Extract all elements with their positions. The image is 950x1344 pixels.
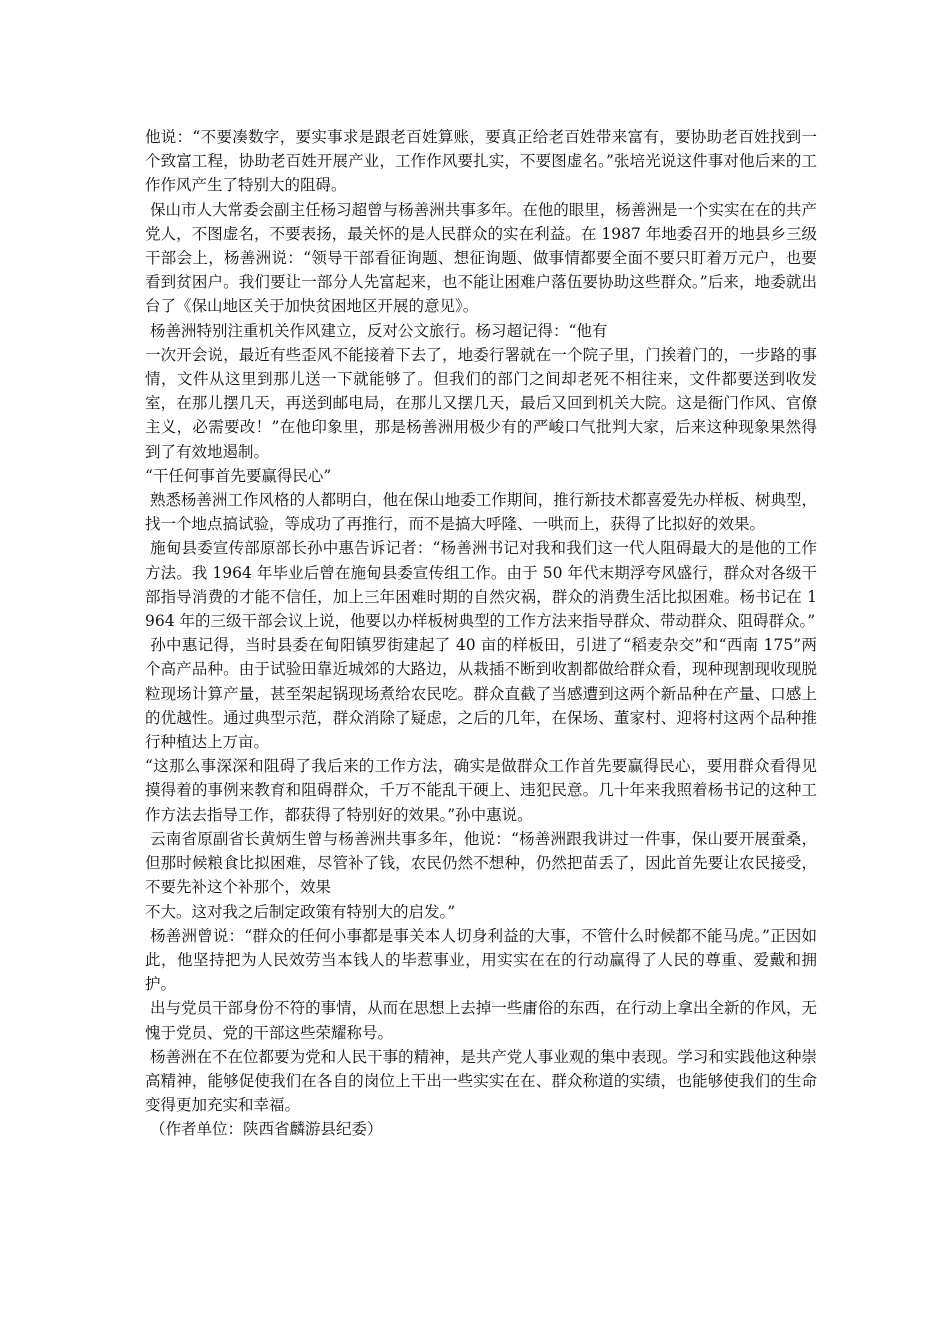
paragraph-1: 他说：“不要凑数字，要实事求是跟老百姓算账，要真正给老百姓带来富有，要协助老百姓找到一个致富工程，协助老百姓开展产业，工作作风要扎实，不要图虚名。”张培光说这件事对他后来的工作作风产生了特别大的阻碍。 (145, 128, 817, 195)
section-heading: “干任何事首先要赢得民心” (145, 466, 332, 485)
paragraph-7: 施甸县委宣传部原部长孙中惠告诉记者：“杨善洲书记对我和我们这一代人阻碍最大的是他的工作方法。我 1964 年毕业后曾在施甸县委宣传组工作。由于 50 年代末期浮夸风盛行，群众对各级干部指导消费的才能不信任，加上三年困难时期的自然灾祸，群众的消费生活比拟困难。杨书记在 1964 年的三级干部会议上说，他要以办样板树典型的工作方法来指导群众、带动群众、阻碍群众。” (145, 539, 817, 631)
paragraph-14: 杨善洲在不在位都要为党和人民干事的精神，是共产党人事业观的集中表现。学习和实践他这种崇高精神，能够促使我们在各自的岗位上干出一些实实在在、群众称道的实绩，也能够使我们的生命变得更加充实和幸福。 (145, 1047, 817, 1115)
paragraph-10: 云南省原副省长黄炳生曾与杨善洲共事多年，他说：“杨善洲跟我讲过一件事，保山要开展蚕桑，但那时候粮食比拟困难，尽管补了钱，农民仍然不想种，仍然把苗丢了，因此首先要让农民接受，不要先补这个补那个，效果 (145, 829, 817, 897)
article-body (145, 125, 817, 1142)
paragraph-6: 熟悉杨善洲工作风格的人都明白，他在保山地委工作期间，推行新技术都喜爱先办样板、树典型，找一个地点搞试验，等成功了再推行，而不是搞大呼隆、一哄而上，获得了比拟好的效果。 (145, 491, 817, 534)
paragraph-4: 一次开会说，最近有些歪风不能接着下去了，地委行署就在一个院子里，门挨着门的，一步路的事情，文件从这里到那儿送一下就能够了。但我们的部门之间却老死不相往来，文件都要送到收发室，在那儿摆几天，再送到邮电局，在那儿又摆几天，最后又回到机关大院。这是衙门作风、官僚主义，必需要改！”在他印象里，那是杨善洲用极少有的严峻口气批判大家，后来这种现象果然得到了有效地遏制。 (145, 345, 817, 461)
paragraph-12: 杨善洲曾说：“群众的任何小事都是事关本人切身利益的大事，不管什么时候都不能马虎。”正因如此，他坚持把为人民效劳当本钱人的毕惹事业，用实实在在的行动赢得了人民的尊重、爱戴和拥护。 (145, 926, 817, 994)
author-affiliation: （作者单位：陕西省麟游县纪委） (145, 1120, 383, 1139)
paragraph-13: 出与党员干部身份不符的事情，从而在思想上去掉一些庸俗的东西，在行动上拿出全新的作风，无愧于党员、党的干部这些荣耀称号。 (145, 999, 817, 1042)
paragraph-8: 孙中惠记得，当时县委在甸阳镇罗街建起了 40 亩的样板田，引进了“稻麦杂交”和“西南 175”两个高产品种。由于试验田靠近城郊的大路边，从栽插不断到收割都做给群众看，现种现割现收现脱粒现场计算产量，甚至架起锅现场煮给农民吃。群众直截了当感遭到这两个新品种在产量、口感上的优越性。通过典型示范，群众消除了疑虑，之后的几年，在保场、董家村、迎将村这两个品种推行种植达上万亩。 (145, 636, 817, 752)
paragraph-2: 保山市人大常委会副主任杨习超曾与杨善洲共事多年。在他的眼里，杨善洲是一个实实在在的共产党人，不图虚名，不要表扬，最关怀的是人民群众的实在利益。在 1987 年地委召开的地县乡三级干部会上，杨善洲说：“领导干部看征询题、想征询题、做事情都要全面不要只盯着万元户，也要看到贫困户。我们要让一部分人先富起来，也不能让困难户落伍要协助这些群众。”后来，地委就出台了《保山地区关于加快贫困地区开展的意见》。 (145, 200, 817, 316)
paragraph-11: 不大。这对我之后制定政策有特别大的启发。” (145, 902, 456, 921)
paragraph-9: “这那么事深深和阻碍了我后来的工作方法，确实是做群众工作首先要赢得民心，要用群众看得见摸得着的事例来教育和阻碍群众，千万不能乱干硬上、违犯民意。几十年来我照着杨书记的这种工作方法去指导工作，都获得了特别好的效果。”孙中惠说。 (145, 757, 817, 824)
paragraph-3: 杨善洲特别注重机关作风建立，反对公文旅行。杨习超记得：“他有 (145, 321, 608, 340)
